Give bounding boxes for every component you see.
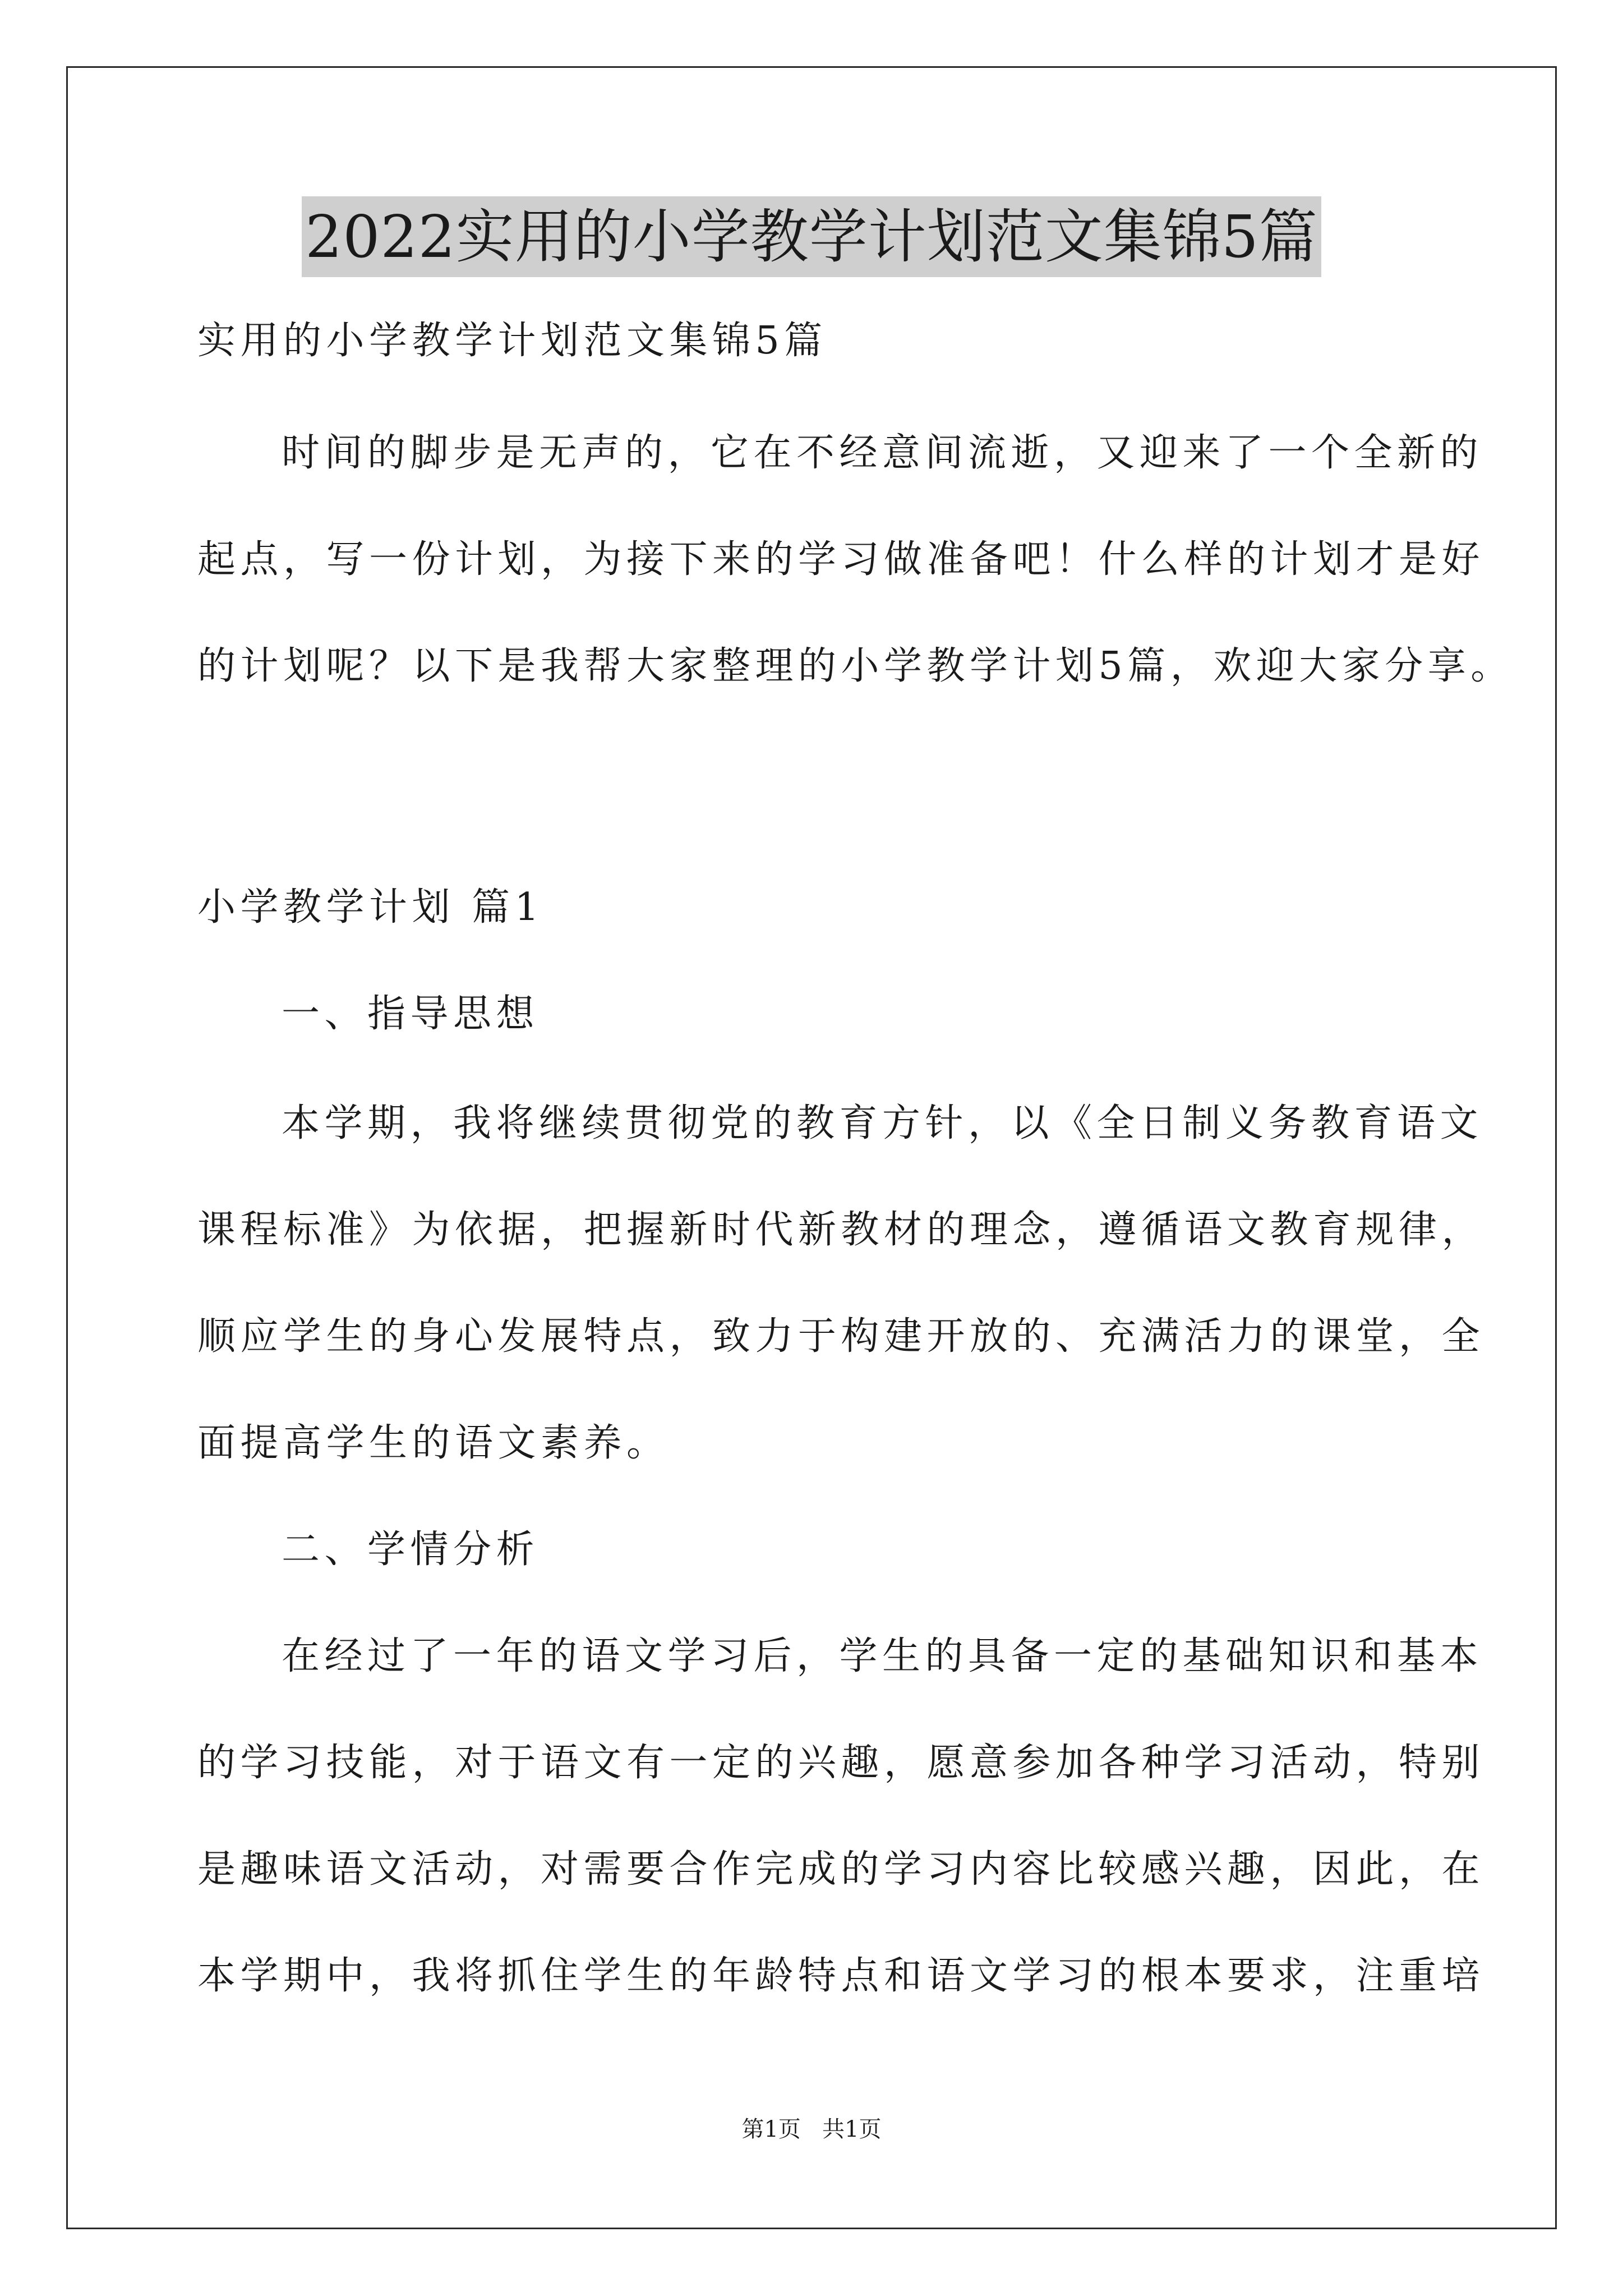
paragraph-line: 时间的脚步是无声的，它在不经意间流逝，又迎来了一个全新的 <box>282 431 1483 475</box>
paragraph-line: 面提高学生的语文素养。 <box>197 1421 670 1465</box>
paragraph-line: 课程标准》为依据，把握新时代新教材的理念，遵循语文教育规律， <box>197 1208 1485 1252</box>
subtitle-line: 实用的小学教学计划范文集锦5篇 <box>197 319 827 363</box>
paragraph-line: 的计划呢？以下是我帮大家整理的小学教学计划5篇，欢迎大家分享。 <box>197 644 1514 688</box>
paragraph-line: 起点，写一份计划，为接下来的学习做准备吧！什么样的计划才是好 <box>197 537 1485 582</box>
section-heading: 小学教学计划 篇1 <box>197 885 544 930</box>
subsection-heading: 一、指导思想 <box>282 992 540 1036</box>
paragraph-line: 本学期中，我将抓住学生的年龄特点和语文学习的根本要求，注重培 <box>197 1954 1485 1998</box>
paragraph-line: 本学期，我将继续贯彻党的教育方针，以《全日制义务教育语文 <box>282 1101 1483 1145</box>
paragraph-line: 顺应学生的身心发展特点，致力于构建开放的、充满活力的课堂，全 <box>197 1314 1485 1359</box>
subsection-heading: 二、学情分析 <box>282 1527 540 1572</box>
title-container <box>0 196 1623 277</box>
document-title: 2022实用的小学教学计划范文集锦5篇 <box>302 196 1321 277</box>
paragraph-line: 在经过了一年的语文学习后，学生的具备一定的基础知识和基本 <box>282 1634 1483 1678</box>
paragraph-line: 的学习技能，对于语文有一定的兴趣，愿意参加各种学习活动，特别 <box>197 1741 1485 1785</box>
page-footer: 第1页 共1页 <box>741 2116 882 2142</box>
paragraph-line: 是趣味语文活动，对需要合作完成的学习内容比较感兴趣，因此，在 <box>197 1847 1485 1892</box>
